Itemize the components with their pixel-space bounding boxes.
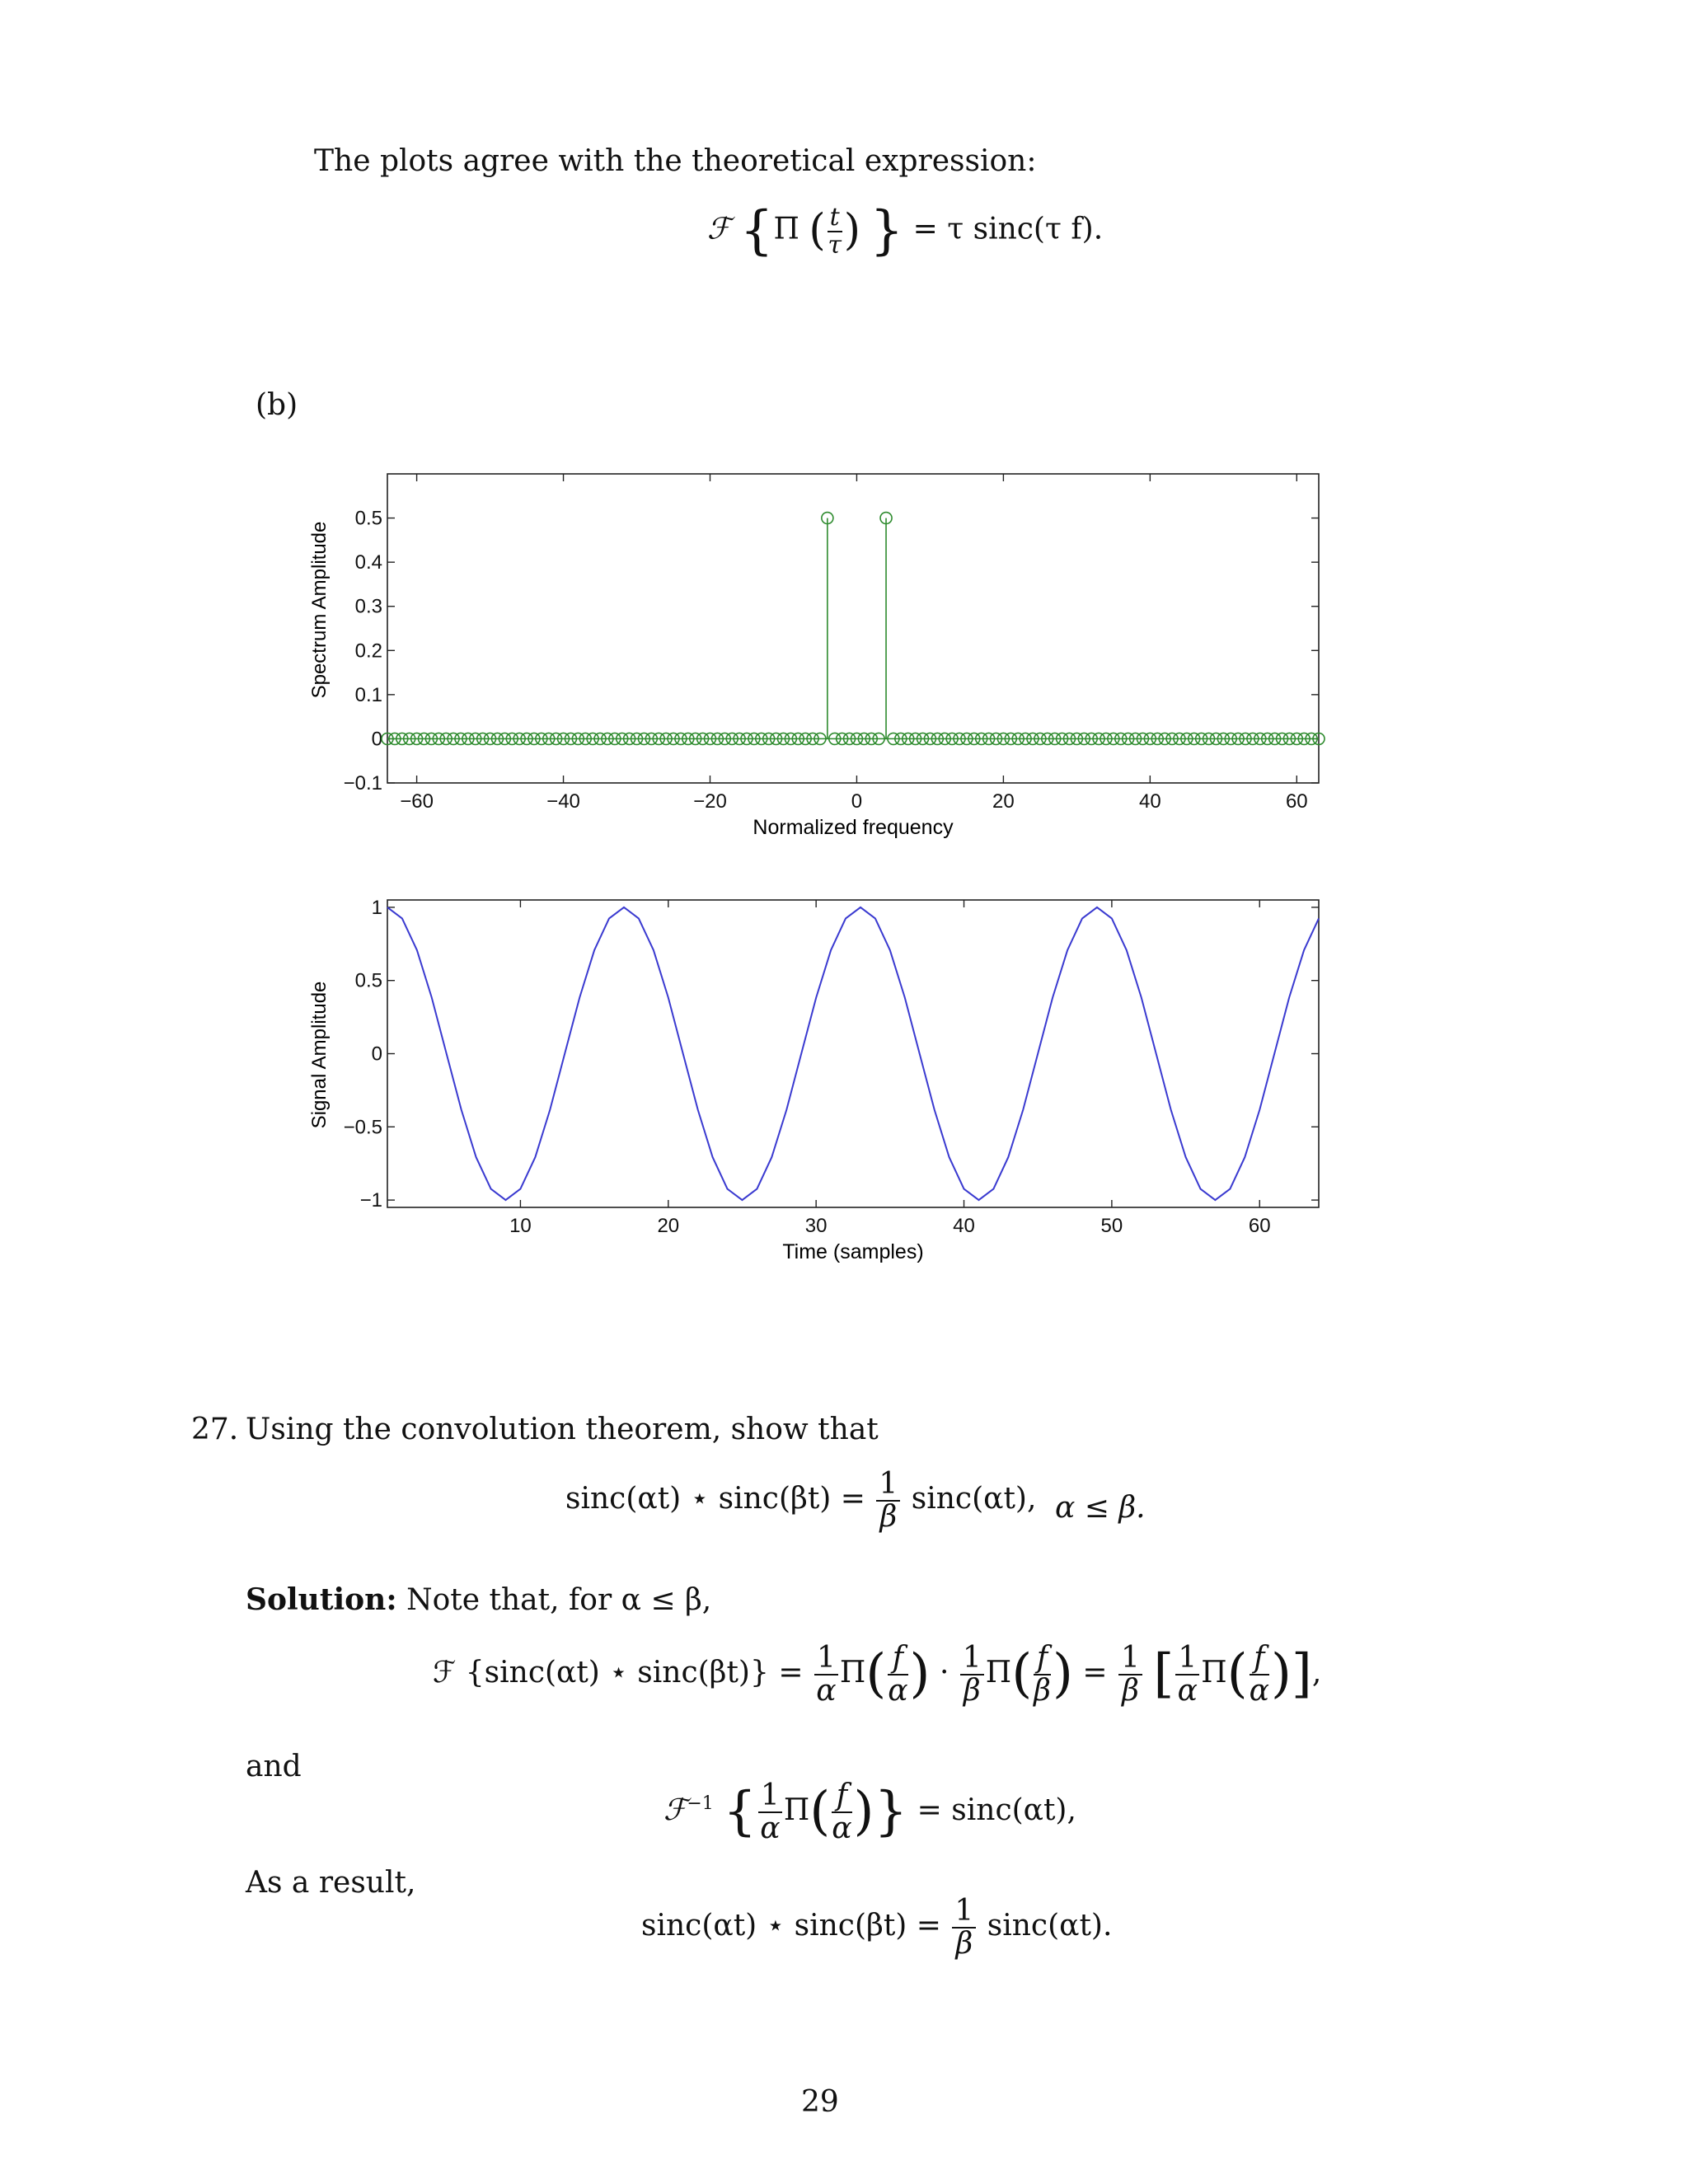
right-brace: }: [874, 1781, 908, 1843]
problem-text: Using the convolution theorem, show that: [246, 1413, 879, 1446]
signal-x-tick-label: 30: [804, 1215, 828, 1237]
fraction-num: f: [1034, 1643, 1051, 1675]
left-paren: (: [1011, 1643, 1033, 1705]
spectrum-y-tick-label: 0.1: [354, 683, 382, 706]
problem-fraction-den: β: [879, 1499, 898, 1534]
fourier-operator: ℱ: [663, 1793, 687, 1827]
fraction-num: f: [888, 1643, 907, 1675]
spectrum-x-tick-label: 40: [1139, 790, 1161, 813]
fraction-t-over-tau: [828, 204, 842, 258]
spectrum-y-tick-label: 0.3: [354, 595, 382, 618]
result-fraction: [952, 1896, 976, 1960]
problem-fraction: [876, 1469, 900, 1533]
fraction-num: 1: [1118, 1643, 1142, 1675]
spectrum-x-axis-label: Normalized frequency: [753, 816, 954, 839]
spectrum-y-tick-label: 0.2: [354, 640, 382, 663]
signal-series-line: [387, 907, 1319, 1200]
fraction-one-over-alpha: [1175, 1643, 1199, 1707]
signal-y-tick-label: 0: [371, 1043, 382, 1066]
fraction-den: α: [760, 1811, 781, 1845]
dot-operator: ·: [939, 1655, 950, 1690]
spectrum-y-tick-label: 0.4: [354, 551, 382, 574]
spectrum-y-axis-label: Spectrum Amplitude: [308, 521, 331, 699]
signal-x-axis-label: Time (samples): [782, 1240, 924, 1263]
signal-y-tick-label: 0.5: [354, 969, 382, 992]
problem-eq-rhs: sinc(αt),: [911, 1481, 1037, 1516]
fraction-den: α: [816, 1673, 837, 1708]
equation-fourier-rect: [707, 199, 1104, 261]
problem-condition: α ≤ β.: [1055, 1491, 1146, 1525]
spectrum-x-tick-label: −20: [693, 790, 727, 813]
fraction-f-over-alpha: [1250, 1643, 1269, 1707]
signal-x-tick-label: 50: [1100, 1215, 1123, 1237]
fraction-den: β: [1122, 1673, 1139, 1708]
fraction-den: β: [955, 1926, 973, 1961]
equals-sign: =: [1082, 1655, 1108, 1690]
left-paren: (: [865, 1643, 887, 1705]
fraction-num: 1: [952, 1896, 976, 1929]
result-text: As a result,: [246, 1866, 416, 1900]
fraction-den: α: [1177, 1673, 1198, 1708]
pi-symbol: Π: [773, 212, 799, 246]
solution-text: Note that, for α ≤ β,: [406, 1583, 712, 1617]
fraction-num: 1: [758, 1780, 782, 1813]
right-paren: ): [909, 1643, 931, 1705]
intro-text: The plots agree with the theoretical expression:: [314, 144, 1037, 178]
signal-x-tick-label: 10: [509, 1215, 532, 1237]
right-paren: ): [853, 1781, 874, 1843]
left-bracket: [: [1153, 1643, 1175, 1705]
signal-x-tick-label: 40: [953, 1215, 975, 1237]
fraction-one-over-alpha: [814, 1643, 838, 1707]
spectrum-y-tick-label: −0.1: [343, 772, 382, 794]
pi-symbol: Π: [1201, 1655, 1227, 1690]
fraction-one-over-beta: [1118, 1643, 1142, 1707]
spectrum-x-tick-label: 20: [992, 790, 1015, 813]
pi-symbol: Π: [985, 1655, 1012, 1690]
comma: ,: [1311, 1655, 1322, 1690]
right-paren: ): [843, 205, 860, 255]
spectrum-x-tick-label: −40: [546, 790, 580, 813]
spectrum-y-tick-label: 0.5: [354, 507, 382, 530]
signal-x-tick-label: 20: [657, 1215, 680, 1237]
right-paren: ): [1052, 1643, 1073, 1705]
problem-fraction-num: 1: [876, 1469, 900, 1502]
equation-result: [641, 1896, 1112, 1960]
spectrum-x-tick-label: 60: [1285, 790, 1308, 813]
fraction-f-over-alpha: [888, 1643, 907, 1707]
and-text: and: [246, 1750, 302, 1783]
signal-y-tick-label: 1: [371, 896, 382, 919]
result-eq-lhs: sinc(αt) ⋆ sinc(βt) =: [641, 1908, 941, 1943]
left-paren: (: [1226, 1643, 1248, 1705]
spectrum-plot-frame: [387, 474, 1319, 783]
problem-number: 27.: [191, 1413, 239, 1446]
equation-inverse: [663, 1780, 1076, 1844]
solution-line: [246, 1582, 712, 1617]
signal-plot-frame: [387, 900, 1319, 1207]
problem-eq-lhs: sinc(αt) ⋆ sinc(βt) =: [565, 1481, 865, 1516]
fraction-f-over-alpha: [832, 1780, 851, 1844]
fraction-den: α: [1249, 1673, 1269, 1708]
pi-symbol: Π: [839, 1655, 866, 1690]
spectrum-x-tick-label: 0: [851, 790, 863, 813]
fraction-den: α: [832, 1811, 852, 1845]
signal-chart: [297, 890, 1335, 1269]
fraction-num: 1: [814, 1643, 838, 1675]
inverse-rhs: = sinc(αt),: [917, 1793, 1076, 1827]
fraction-num: 1: [1175, 1643, 1199, 1675]
equation-problem: [565, 1469, 1036, 1533]
fraction-one-over-beta: [960, 1643, 984, 1707]
pi-symbol: Π: [783, 1793, 810, 1827]
signal-y-tick-label: −1: [359, 1189, 382, 1212]
equation-solution: [433, 1643, 1321, 1707]
left-paren: (: [809, 1781, 831, 1843]
spectrum-x-tick-label: −60: [400, 790, 434, 813]
signal-x-tick-label: 60: [1248, 1215, 1271, 1237]
fraction-denominator: τ: [828, 230, 842, 260]
spectrum-chart: [297, 462, 1335, 849]
inverse-superscript: −1: [687, 1793, 714, 1814]
result-eq-rhs: sinc(αt).: [987, 1908, 1113, 1943]
fraction-den: β: [1034, 1673, 1051, 1708]
right-brace: }: [870, 199, 904, 261]
fraction-num: f: [832, 1780, 851, 1813]
part-label: (b): [256, 388, 298, 422]
fraction-num: 1: [960, 1643, 984, 1675]
equation-rhs: = τ sinc(τ f).: [912, 212, 1104, 246]
fraction-f-over-beta: [1034, 1643, 1051, 1707]
page-number: 29: [801, 2085, 839, 2119]
left-brace: {: [739, 199, 774, 261]
right-bracket: ]: [1291, 1643, 1312, 1705]
solution-eq-lhs: ℱ {sinc(αt) ⋆ sinc(βt)} =: [433, 1655, 804, 1690]
solution-label: Solution:: [246, 1582, 397, 1617]
right-paren: ): [1270, 1643, 1292, 1705]
fraction-den: α: [888, 1673, 908, 1708]
left-paren: (: [809, 205, 826, 255]
left-brace: {: [723, 1781, 757, 1843]
fraction-one-over-alpha: [758, 1780, 782, 1844]
signal-y-tick-label: −0.5: [343, 1116, 382, 1139]
fraction-den: β: [963, 1673, 981, 1708]
fraction-num: f: [1250, 1643, 1269, 1675]
signal-y-axis-label: Signal Amplitude: [308, 981, 331, 1129]
spectrum-y-tick-label: 0: [371, 728, 382, 751]
fraction-numerator: t: [828, 204, 842, 232]
fourier-operator: ℱ: [707, 212, 731, 246]
